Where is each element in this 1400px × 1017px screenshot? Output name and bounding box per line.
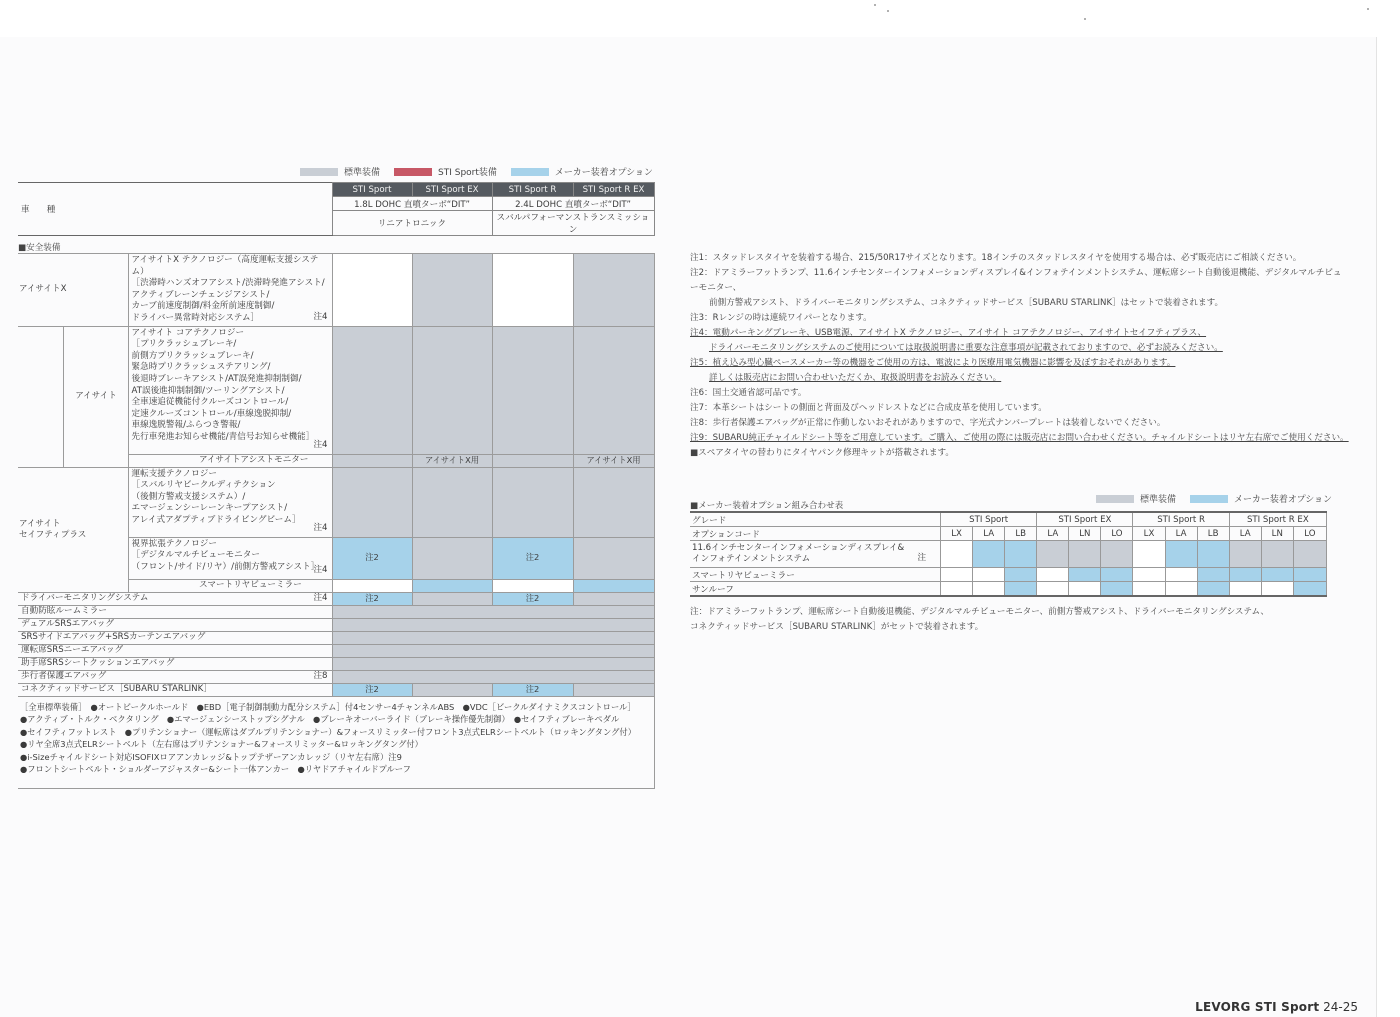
spec-cell: [573, 537, 654, 579]
spec-cell: [412, 683, 492, 696]
combo-row-label: サンルーフ: [690, 582, 941, 597]
option-code: LA: [1229, 527, 1261, 541]
row-label-text: ドライバーモニタリングシステム: [21, 592, 149, 603]
equipment-line: ●フロントシートベルト・ショルダーアジャスター&シート一体アンカー ●リヤドアチャイルドプルーフ: [20, 764, 411, 775]
combo-cell: [1229, 541, 1261, 568]
spec-cell: [412, 254, 492, 327]
note-ref: 注: [917, 553, 927, 563]
spec-cell: 注2: [332, 537, 412, 579]
equipment-line: ●セイフティフットレスト ●プリテンショナー（運転席はダブルプリテンショナー）&フォースリミッター付フロント3点式ELRシートベルト（ロッキングタング付）: [20, 726, 637, 737]
combo-cell: [1197, 582, 1229, 597]
spec-cell: 注2: [332, 592, 412, 605]
combo-cell: [1197, 568, 1229, 582]
spec-cell: [492, 454, 573, 467]
spec-cell: [573, 326, 654, 454]
grade-label: グレード: [690, 512, 941, 527]
option-code-label: オプションコード: [690, 527, 941, 541]
combo-cell: [941, 541, 973, 568]
note-line: 注6：国土交通省認可品です。: [690, 388, 807, 398]
eyesight-desc: [128, 326, 332, 454]
desc-line: 運転支援テクノロジー: [131, 468, 217, 479]
combo-cell: [1293, 568, 1326, 582]
grade-header: STI Sport R: [1133, 512, 1229, 527]
desc-line: ［渋滞時ハンズオフアシスト/渋滞時発進アシスト/: [131, 278, 325, 289]
spec-cell: [332, 605, 654, 618]
desc-line: アイサイトX テクノロジー（高度運転支援システム）: [131, 255, 319, 277]
note-line: 注4：電動パーキングブレーキ、USB電源、アイサイトX テクノロジー、アイサイト コアテクノロジー、アイサイトセイフティプラス、: [690, 328, 1207, 338]
row-label: [18, 592, 332, 605]
spacer-cell: [18, 326, 63, 467]
desc-line: （フロント/サイド/リヤ）/前側方警戒アシスト］: [131, 561, 320, 572]
spec-cell: アイサイトX用: [573, 454, 654, 467]
grade-col: STI Sport: [332, 183, 412, 197]
combo-cell: [1261, 582, 1293, 597]
standard-equipment-list: [18, 696, 654, 788]
legend-option-label: メーカー装着オプション: [1234, 495, 1333, 505]
note-line: 注9：SUBARU純正チャイルドシート等をご用意しています。ご購入、ご使用の際には販売店にお問い合わせください。チャイルドシートはリヤ左右席でご使用ください。: [690, 433, 1349, 443]
legend-standard-label: 標準装備: [344, 168, 381, 178]
row-label: [18, 670, 332, 683]
spec-cell: [412, 579, 492, 592]
option-code: LO: [1293, 527, 1326, 541]
spec-cell: [412, 326, 492, 454]
grade-col: STI Sport R EX: [573, 183, 654, 197]
note-ref: 注4: [313, 311, 328, 322]
legend-sti-swatch: [394, 168, 432, 176]
desc-line: 前側方プリクラッシュブレーキ/: [131, 350, 254, 361]
row-label: コネクティッドサービス［SUBARU STARLINK］: [18, 683, 332, 696]
combo-cell: [1101, 541, 1133, 568]
combo-cell: [1133, 568, 1165, 582]
equipment-line: ●i-Sizeチャイルドシート対応ISOFIXロアアンカレッジ&トップテザーアンカレッジ（リヤ左右席）注9: [20, 751, 402, 762]
desc-line: 定速クルーズコントロール/車線逸脱抑制/: [131, 408, 292, 419]
note-line: 注7：本革シートはシートの側面と背面及びヘッドレストなどに合成皮革を使用しています。: [690, 403, 1047, 413]
combo-cell: [1293, 582, 1326, 597]
vehicle-label: 車 種: [18, 183, 332, 236]
combo-row-label: スマートリヤビューミラー: [690, 568, 941, 582]
row-label: SRSサイドエアバッグ+SRSカーテンエアバッグ: [18, 631, 332, 644]
desc-line: アイサイト コアテクノロジー: [131, 327, 245, 338]
assist-monitor-label: アイサイトアシストモニター: [196, 454, 332, 467]
row-label: 自動防眩ルームミラー: [18, 605, 332, 618]
equipment-line: ●アクティブ・トルク・ベクタリング ●エマージェンシーストップシグナル ●ブレーキオーバーライド（ブレーキ操作優先制御） ●セイフティブレーキペダル: [20, 714, 620, 725]
table-row: [18, 618, 654, 631]
option-code: LO: [1101, 527, 1133, 541]
table-row: [18, 670, 654, 683]
combo-cell: [1165, 541, 1197, 568]
combo-cell: [1069, 568, 1101, 582]
option-code: LN: [1069, 527, 1101, 541]
eyesight-x-desc: [128, 254, 332, 327]
spec-cell: [412, 537, 492, 579]
combo-cell: [1133, 582, 1165, 597]
spec-cell: [332, 644, 654, 657]
spec-cell: [492, 326, 573, 454]
option-code: LA: [1165, 527, 1197, 541]
note-ref: 注4: [313, 592, 328, 603]
combo-cell: [1101, 568, 1133, 582]
grade-header: STI Sport EX: [1037, 512, 1133, 527]
desc-line: 緊急時プリクラッシュステアリング/: [131, 362, 271, 373]
smart-mirror-label: スマートリヤビューミラー: [196, 579, 332, 592]
desc-line: 視界拡張テクノロジー: [131, 538, 217, 549]
table-row: [18, 683, 654, 696]
page-footer: [1195, 1000, 1358, 1014]
engine-cell: 2.4L DOHC 直噴ターボ“DIT”: [492, 197, 654, 211]
desc-line: アクティブレーンチェンジアシスト/: [131, 289, 270, 300]
spec-cell: [332, 326, 412, 454]
spec-cell: 注2: [492, 592, 573, 605]
note-line: 詳しくは販売店にお問い合わせいただくか、取扱説明書をお読みください。: [709, 373, 1002, 383]
spec-cell: [573, 467, 654, 537]
row-label-text: 歩行者保護エアバッグ: [21, 670, 107, 681]
option-code: LA: [1037, 527, 1069, 541]
combo-row-label-text: 11.6インチセンターインフォメーションディスプレイ& インフォテインメントシステム: [692, 543, 905, 564]
option-combination-table: [690, 511, 1327, 597]
table-row: [18, 657, 654, 670]
note-line: 注2：ドアミラーフットランプ、11.6インチセンターインフォメーションディスプレイ&インフォテインメントシステム、運転席シート自動後退機能、デジタルマルチビューモニター、: [690, 268, 1342, 293]
combo-cell: [973, 541, 1005, 568]
option-code: LN: [1261, 527, 1293, 541]
spec-cell: [573, 683, 654, 696]
combo-cell: [973, 582, 1005, 597]
table-row: [18, 631, 654, 644]
spec-cell: [332, 454, 412, 467]
spec-cell: [573, 579, 654, 592]
grade-col: STI Sport R: [492, 183, 573, 197]
note-line: 注3：Rレンジの時は連続ワイパーとなります。: [690, 313, 872, 323]
table-row: [18, 605, 654, 618]
combo-cell: [1229, 582, 1261, 597]
spec-cell: アイサイトX用: [412, 454, 492, 467]
legend-option-swatch: [1190, 495, 1228, 503]
combo-cell: [1261, 541, 1293, 568]
legend-standard-label: 標準装備: [1140, 495, 1177, 505]
spec-cell: [332, 670, 654, 683]
spec-cell: [332, 631, 654, 644]
section-title: ■安全装備: [18, 243, 61, 253]
option-code: LA: [973, 527, 1005, 541]
note-line: 注：ドアミラーフットランプ、運転席シート自動後退機能、デジタルマルチビューモニター、前側方警戒アシスト、ドライバーモニタリングシステム、: [690, 607, 1269, 617]
combo-cell: [1165, 568, 1197, 582]
combo-cell: [1293, 541, 1326, 568]
note-line: 前側方警戒アシスト、ドライバーモニタリングシステム、コネクティッドサービス［SUBARU STARLINK］はセットで装着されます。: [709, 298, 1224, 308]
engine-cell: 1.8L DOHC 直噴ターボ“DIT”: [332, 197, 492, 211]
row-label: 助手席SRSシートクッションエアバッグ: [18, 657, 332, 670]
legend-top: [286, 165, 653, 178]
row-label: 運転席SRSニーエアバッグ: [18, 644, 332, 657]
combo-cell: [1005, 582, 1037, 597]
table-row: [690, 541, 1327, 568]
desc-line: 車線逸脱警報/ふらつき警報/: [131, 420, 241, 431]
eyesight-x-category: アイサイトX: [18, 254, 128, 327]
note-ref: 注4: [313, 564, 328, 575]
transmission-cell: スバルパフォーマンストランスミッション: [492, 211, 654, 236]
note-ref: 注4: [313, 522, 328, 533]
safety-plus-desc: [128, 467, 332, 537]
table-row: [18, 644, 654, 657]
combo-cell: [941, 582, 973, 597]
scan-speck: [1084, 18, 1086, 20]
combo-notes: [690, 605, 1350, 635]
spec-cell: [573, 592, 654, 605]
scan-speck: [874, 4, 876, 6]
table-row: [690, 582, 1327, 597]
combo-cell: [1005, 541, 1037, 568]
transmission-cell: リニアトロニック: [332, 211, 492, 236]
combo-cell: [1261, 568, 1293, 582]
desc-line: 全車速追従機能付クルーズコントロール/: [131, 397, 289, 408]
grade-header-table: [18, 182, 655, 236]
desc-line: 先行車発進お知らせ機能/青信号お知らせ機能］: [131, 431, 315, 442]
grade-header: STI Sport R EX: [1229, 512, 1326, 527]
spec-cell: [332, 579, 412, 592]
equipment-line: ［全車標準装備］ ●オートビークルホールド ●EBD［電子制御制動力配分システム］付4センサー4チャンネルABS ●VDC［ビークルダイナミクスコントロール］: [20, 701, 636, 712]
spec-cell: [573, 254, 654, 327]
combo-cell: [941, 568, 973, 582]
spec-cell: 注2: [332, 683, 412, 696]
scan-speck: [1367, 8, 1369, 10]
legend-sti-label: STI Sport装備: [438, 168, 497, 178]
legend-standard-swatch: [300, 168, 338, 176]
desc-line: AT誤後進抑制制御/ツーリングアシスト/: [131, 385, 285, 396]
option-code: LB: [1005, 527, 1037, 541]
option-code: LB: [1197, 527, 1229, 541]
notes-list: [690, 251, 1350, 461]
note-line: ドライバーモニタリングシステムのご使用については取扱説明書に重要な注意事項が記載されておりますので、必ずお読みください。: [709, 343, 1223, 353]
brand-name: LEVORG STI Sport: [1195, 1000, 1320, 1014]
desc-line: ドライバー異常時対応システム］: [131, 312, 260, 323]
note-ref: 注4: [313, 439, 328, 450]
combo-cell: [1133, 541, 1165, 568]
combo-cell: [1229, 568, 1261, 582]
note-line: 注8：歩行者保護エアバッグが正常に作動しないおそれがありますので、字光式ナンバープレートは装着しないでください。: [690, 418, 1166, 428]
blank-cell: [128, 454, 196, 467]
spec-cell: 注2: [492, 683, 573, 696]
desc-line: ［スバルリヤビークルディテクション: [131, 480, 276, 491]
desc-line: 後退時ブレーキアシスト/AT誤発進抑制制御/: [131, 373, 302, 384]
row-label: デュアルSRSエアバッグ: [18, 618, 332, 631]
grade-col: STI Sport EX: [412, 183, 492, 197]
legend-standard-swatch: [1096, 495, 1134, 503]
combo-cell: [1037, 541, 1069, 568]
option-code: LX: [1133, 527, 1165, 541]
combo-cell: [1069, 541, 1101, 568]
option-code: LX: [941, 527, 973, 541]
spec-cell: [492, 467, 573, 537]
desc-line: ［プリクラッシュブレーキ/: [131, 339, 237, 350]
combo-legend: [1082, 492, 1332, 505]
note-line: 注1：スタッドレスタイヤを装着する場合、215/50R17サイズとなります。18インチのスタッドレスタイヤを使用する場合は、必ず販売店にご相談ください。: [690, 253, 1302, 263]
desc-line: カーブ前速度制御/料金所前速度制御/: [131, 301, 275, 312]
grade-header: STI Sport: [941, 512, 1037, 527]
spec-cell: [492, 579, 573, 592]
combo-cell: [1165, 582, 1197, 597]
note-line: コネクティッドサービス［SUBARU STARLINK］がセットで装着されます。: [690, 622, 984, 632]
safety-spec-table: [18, 253, 655, 789]
vision-tech-desc: [128, 537, 332, 579]
combo-cell: [1005, 568, 1037, 582]
eyesight-category: アイサイト: [63, 326, 128, 467]
spec-cell: [332, 657, 654, 670]
table-row: [690, 568, 1327, 582]
combo-cell: [1037, 568, 1069, 582]
safety-plus-category: アイサイト セイフティプラス: [18, 467, 128, 592]
combo-cell: [1037, 582, 1069, 597]
note-line: 注5：植え込み型心臓ペースメーカー等の機器をご使用の方は、電波により医療用電気機器に影響を及ぼすおそれがあります。: [690, 358, 1176, 368]
equipment-line: ●リヤ全席3点式ELRシートベルト（左右席はプリテンショナー&フォースリミッター&ロッキングタング付）: [20, 739, 423, 750]
spec-cell: [412, 467, 492, 537]
spec-cell: [332, 467, 412, 537]
legend-option-swatch: [511, 168, 549, 176]
spec-cell: [492, 254, 573, 327]
desc-line: （後側方警戒支援システム）/: [131, 491, 246, 502]
note-ref: 注8: [313, 670, 328, 681]
legend-option-label: メーカー装着オプション: [554, 168, 653, 178]
spec-cell: [332, 254, 412, 327]
desc-line: アレイ式アダプティブドライビングビーム］: [131, 514, 301, 525]
spec-cell: [412, 592, 492, 605]
scan-speck: [887, 10, 889, 12]
spec-cell: [332, 618, 654, 631]
combo-title: ■メーカー装着オプション組み合わせ表: [690, 501, 844, 511]
desc-line: エマージェンシーレーンキープアシスト/: [131, 503, 288, 514]
combo-cell: [973, 568, 1005, 582]
combo-cell: [1069, 582, 1101, 597]
blank-cell: [128, 579, 196, 592]
desc-line: ［デジタルマルチビューモニター: [131, 550, 260, 561]
table-row: [18, 592, 654, 605]
spec-cell: 注2: [492, 537, 573, 579]
note-line: ■スペアタイヤの替わりにタイヤパンク修理キットが搭載されます。: [690, 448, 954, 458]
combo-cell: [1101, 582, 1133, 597]
combo-cell: [1197, 541, 1229, 568]
page-numbers: 24-25: [1323, 1000, 1358, 1014]
combo-row-label: [690, 541, 941, 568]
